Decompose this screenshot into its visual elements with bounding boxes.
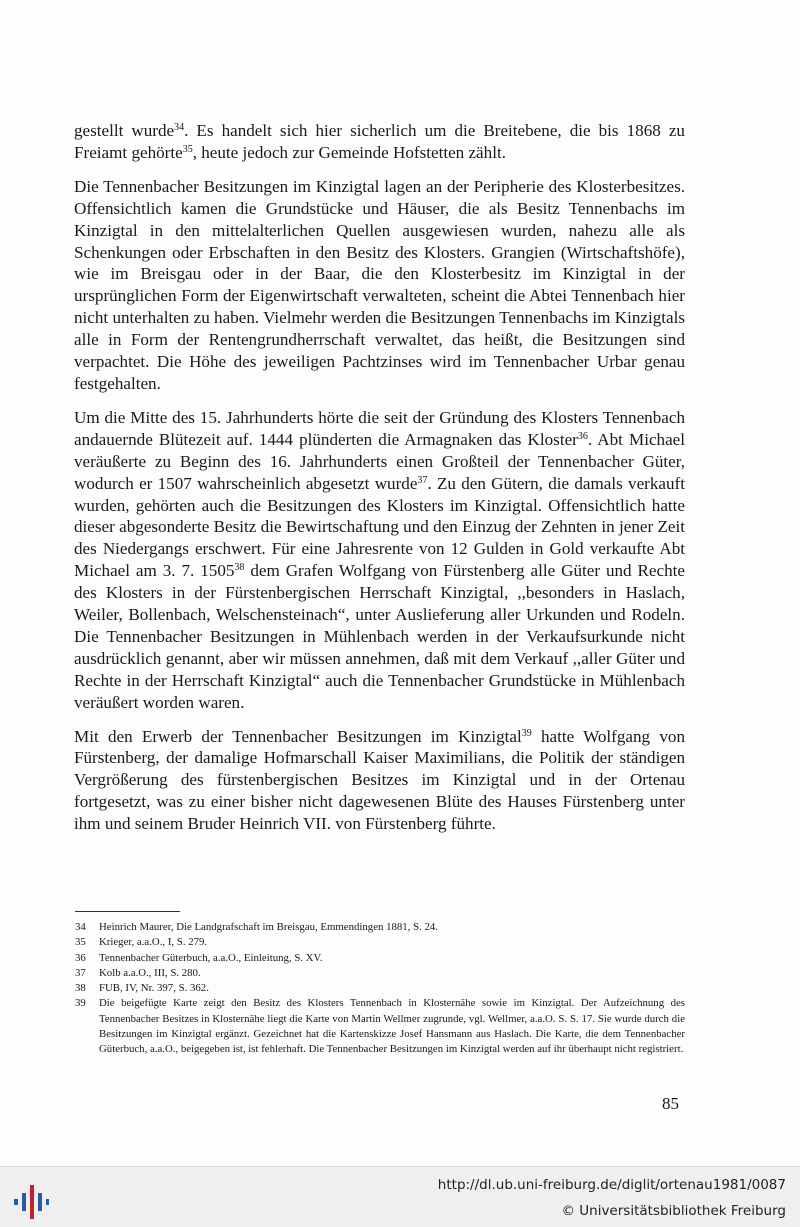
text-run: . Es handelt sich hier sicherlich um die Breitebene, die bis 1868 zu Freiamt gehörte	[74, 121, 685, 162]
copyright-notice: © Universitätsbibliothek Freiburg	[561, 1203, 786, 1219]
footnote-text: Heinrich Maurer, Die Landgrafschaft im Breisgau, Emmendingen 1881, S. 24.	[99, 921, 438, 933]
footnote-reference: 34	[174, 122, 185, 133]
footnote-text: Die beigefügte Karte zeigt den Besitz des Klosters Tennenbach in Klosternähe sowie im Kinzigtal. Der Aufzeichnung des Tennenbacher Besitzes in Klosternähe liegt die Karte von Martin Wellmer zugrunde, vgl. Wellmer, a.a.O. S. S. 17. Sie wurde durch die Besitzungen im Kinzigtal ergänzt. Gezeichnet hat die Kartenskizze Josef Hansmann aus Haslach. Die Karte, die dem Tennenbacher Güterbuch, a.a.O., beigegeben ist, ist fehlerhaft. Die Tennenbacher Besitzungen im Kinzigtal werden auf ihr überhaupt nicht registriert.	[99, 997, 685, 1056]
footnote-reference: 38	[234, 562, 245, 574]
library-footer	[0, 1166, 800, 1227]
body-paragraph	[74, 120, 685, 164]
text-run: , heute jedoch zur Gemeinde Hofstetten zählt.	[192, 142, 506, 162]
footnote-reference: 39	[521, 727, 532, 739]
footnote	[75, 951, 685, 966]
footnote-reference: 36	[577, 430, 588, 442]
body-paragraph	[74, 407, 685, 714]
footnote-text: Tennenbacher Güterbuch, a.a.O., Einleitung, S. XV.	[99, 951, 323, 964]
footnote-number: 37	[75, 966, 86, 979]
footnote-text: Kolb a.a.O., III, S. 280.	[99, 966, 201, 979]
footnote-number: 39	[75, 997, 86, 1010]
footnote	[75, 996, 685, 1057]
library-logo-icon	[10, 1179, 50, 1221]
text-run: gestellt wurde	[74, 121, 175, 140]
footnote	[75, 981, 685, 996]
text-run: Um die Mitte des 15. Jahrhunderts hörte die seit der Gründung des Klosters Tennenbach andauernde Blütezeit auf. 1444 plünderten die Armagnaken das Kloster	[74, 407, 685, 449]
body-paragraph	[74, 726, 685, 836]
body-text	[74, 120, 685, 847]
footnote-number: 34	[75, 921, 86, 933]
footnote-text: FUB, IV, Nr. 397, S. 362.	[99, 982, 209, 995]
footnote-number: 35	[75, 936, 86, 949]
footnote-reference: 35	[182, 143, 193, 155]
permalink-url[interactable]: http://dl.ub.uni-freiburg.de/diglit/ortenau1981/0087	[437, 1177, 786, 1193]
text-run: dem Grafen Wolfgang von Fürstenberg alle Güter und Rechte des Klosters in der Fürstenbergischen Herrschaft Kinzigtal, ,,besonders in Haslach, Weiler, Bollenbach, Welschensteinach“, unter Auslieferung aller Urkunden und Rodeln. Die Tennenbacher Besitzungen in Mühlenbach werden in der Verkaufsurkunde nicht ausdrücklich genannt, aber wir müssen annehmen, daß mit dem Verkauf ,,aller Güter und Rechte in der Herrschaft Kinzigtal“ auch die Tennenbacher Grundstücke in Mühlenbach veräußert worden waren.	[74, 561, 685, 712]
footnote	[75, 966, 685, 981]
footnotes	[75, 920, 685, 1058]
text-run: . Zu den Gütern, die damals verkauft wurden, gehörten auch die Besitzungen des Klosters im Kinzigtal. Offensichtlich hatte dieser abgesonderte Besitz die Bewirtschaftung und den Einzug der Zehnten in jener Zeit des Niedergangs erschwert. Für eine Jahresrente von 12 Gulden in Gold verkaufte Abt Michael am 3. 7. 1505	[74, 473, 685, 581]
footnote	[75, 920, 685, 935]
footnote-number: 38	[75, 982, 86, 995]
text-run: . Abt Michael veräußerte zu Beginn des 16. Jahrhunderts einen Großteil der Tennenbacher Güter, wodurch er 1507 wahrscheinlich abgesetzt wurde	[74, 429, 685, 493]
footnote	[75, 935, 685, 950]
footnote-separator	[75, 911, 180, 912]
footnote-reference: 37	[417, 474, 428, 486]
page-number: 85	[662, 1094, 679, 1113]
text-run: Mit den Erwerb der Tennenbacher Besitzungen im Kinzigtal	[74, 726, 522, 746]
footnote-text: Krieger, a.a.O., I, S. 279.	[99, 936, 208, 949]
text-run: Die Tennenbacher Besitzungen im Kinzigtal lagen an der Peripherie des Klosterbesitzes. Offensichtlich kamen die Grundstücke und Häuser, die als Besitz Tennenbachs im Kinzigtal in den mittelalterlichen Quellen ausgewiesen wurden, nahezu alle als Schenkungen oder Erbschaften in den Besitz des Klosters. Grangien (Wirtschaftshöfe), wie im Breisgau oder in der Baar, die den Klosterbesitz im Kinzigtal in der ursprünglichen Form der Eigenwirtschaft verwalteten, scheint die Abtei Tennenbach hier nicht unterhalten zu haben. Vielmehr werden die Besitzungen Tennenbachs im Kinzigtals alle in Form der Rentengrundherrschaft verwaltet, das heißt, die Besitzungen sind verpachtet. Die Höhe des jeweiligen Pachtzinses wird im Tennenbacher Urbar genau festgehalten.	[74, 176, 685, 393]
text-run: hatte Wolfgang von Fürstenberg, der damalige Hofmarschall Kaiser Maximilians, die Politik der ständigen Vergrößerung des fürstenbergischen Besitzes im Kinzigtal und in der Ortenau fortgesetzt, was zu einer bisher nicht dagewesenen Blüte des Hauses Fürstenberg unter ihm und seinem Bruder Heinrich VII. von Fürstenberg führte.	[74, 726, 685, 834]
body-paragraph	[74, 176, 685, 395]
footnote-number: 36	[75, 951, 86, 964]
